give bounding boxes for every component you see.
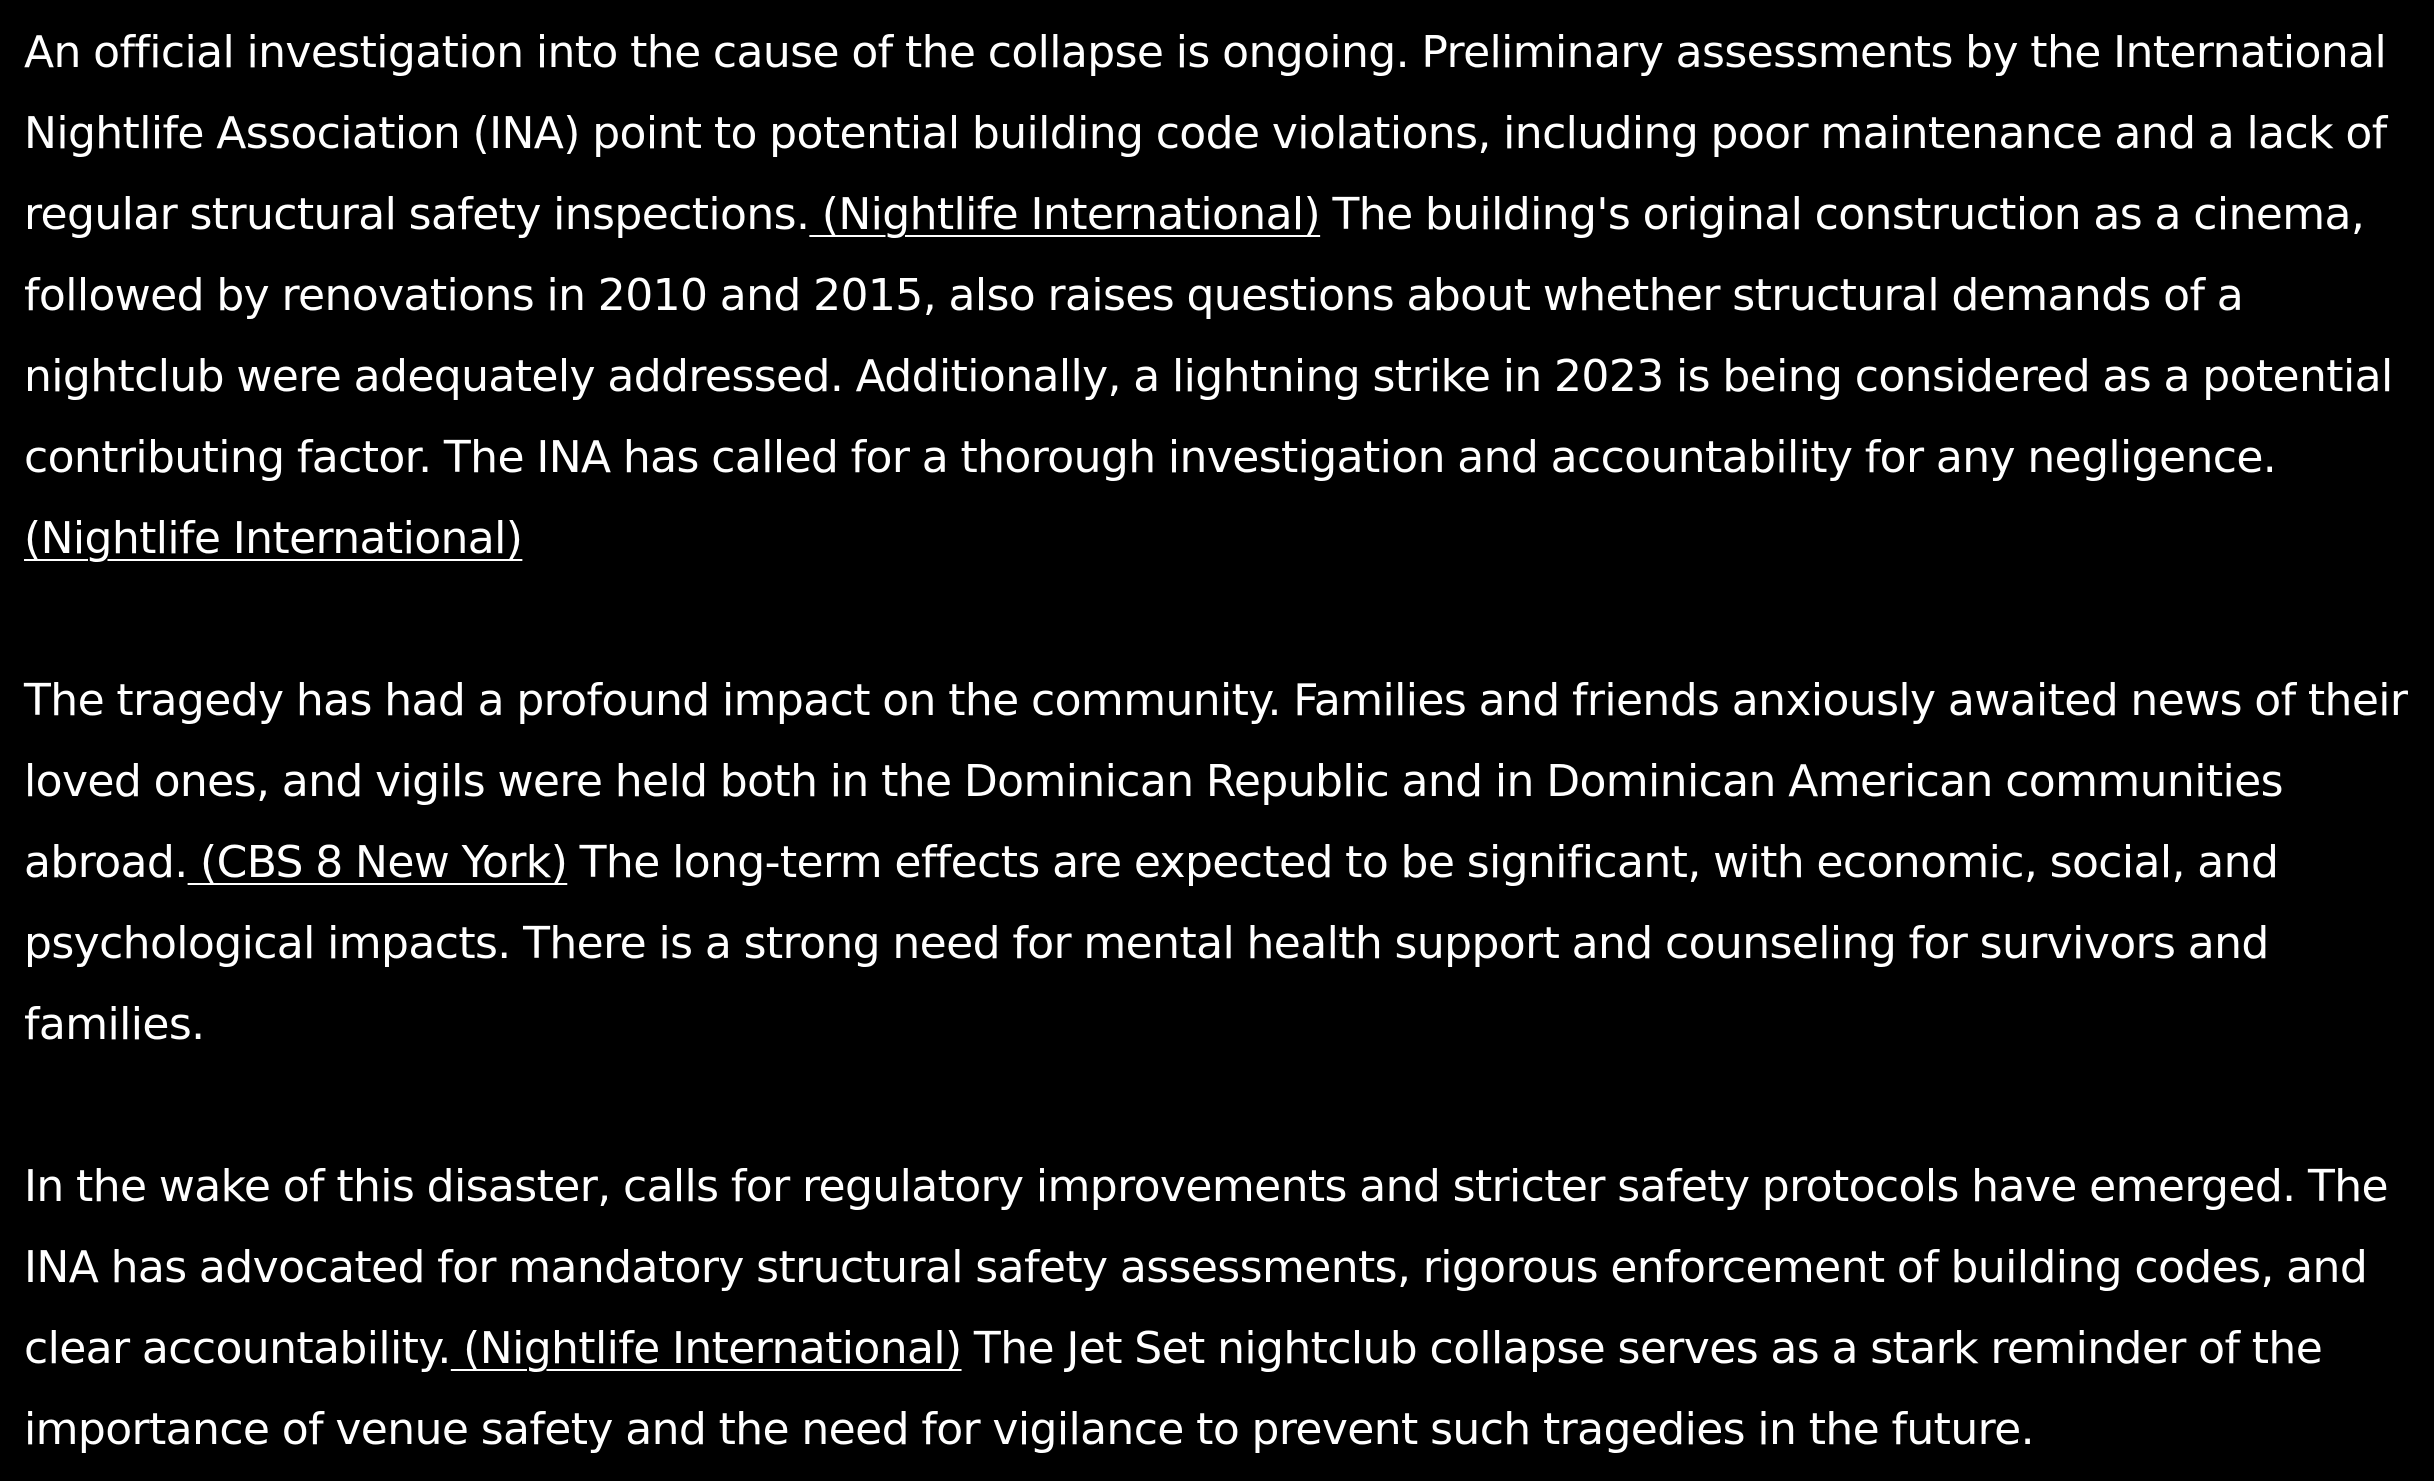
citation-link-nightlife-international[interactable]: (Nightlife International) [24, 513, 523, 564]
citation-link-cbs8-new-york[interactable]: (CBS 8 New York) [187, 837, 568, 888]
paragraph-community-impact [24, 660, 2410, 1065]
paragraph-text: The building's original construction as a cinema, followed by renovations in 2010 and 2015, also raises questions about whether structural demands of a nightclub were adequately addressed. Additionally, a lightning strike in 2023 is being considered as a potential contributing factor. The INA has called for a thorough investigation and accountability for any negligence. [24, 189, 2393, 483]
paragraph-text: The Jet Set nightclub collapse serves as a stark reminder of the importance of venue safety and the need for vigilance to prevent such tragedies in the future. [24, 1323, 2323, 1455]
paragraph-regulatory-response [24, 1146, 2410, 1470]
citation-link-nightlife-international[interactable]: (Nightlife International) [450, 1323, 962, 1374]
paragraph-text: The long-term effects are expected to be significant, with economic, social, and psychological impacts. There is a strong need for mental health support and counseling for survivors and families. [24, 837, 2279, 1050]
citation-link-nightlife-international[interactable]: (Nightlife International) [809, 189, 1321, 240]
paragraph-text: The tragedy has had a profound impact on the community. Families and friends anxiously awaited news of their loved ones, and vigils were held both in the Dominican Republic and in Dominican American communities abroad. [24, 675, 2408, 888]
paragraph-text: In the wake of this disaster, calls for regulatory improvements and stricter safety protocols have emerged. The INA has advocated for mandatory structural safety assessments, rigorous enforcement of building codes, and clear accountability. [24, 1161, 2388, 1374]
paragraph-investigation [24, 12, 2410, 579]
paragraph-text: An official investigation into the cause of the collapse is ongoing. Preliminary assessments by the International Nightlife Association (INA) point to potential building code violations, including poor maintenance and a lack of regular structural safety inspections. [24, 27, 2387, 240]
